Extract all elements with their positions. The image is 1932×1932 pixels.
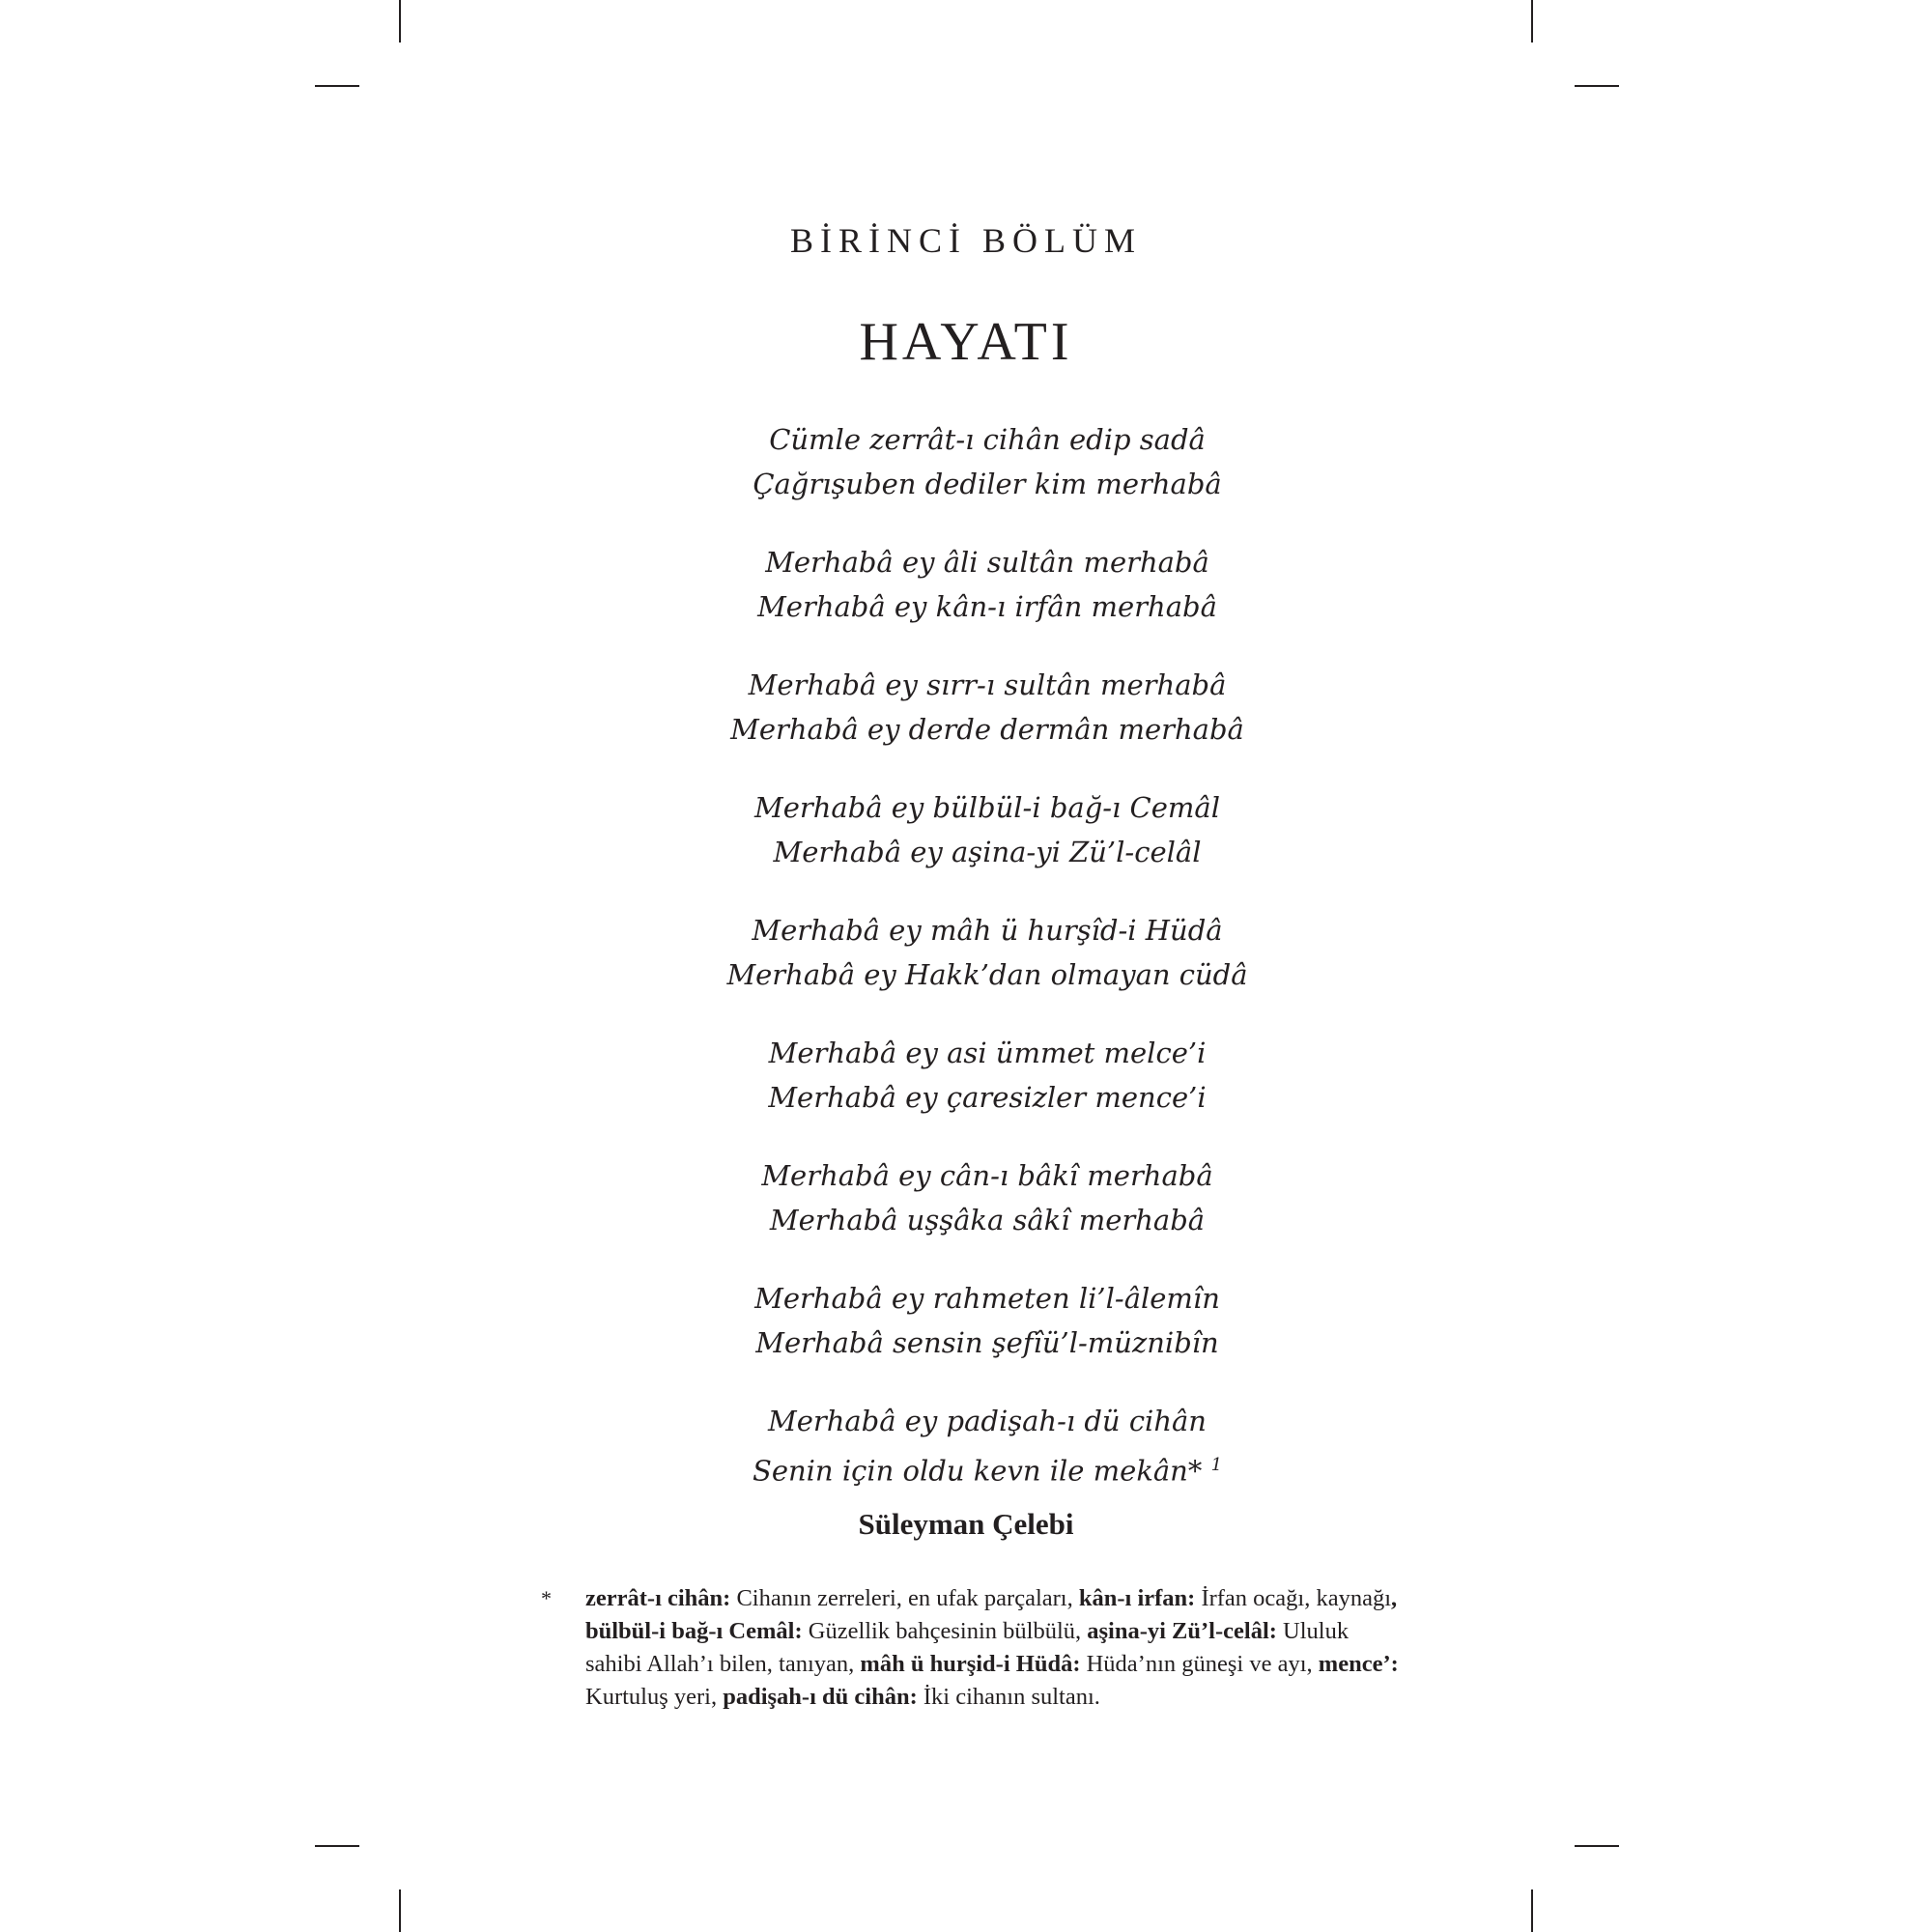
poem-line [0, 1198, 1932, 1242]
poem-line-text: Çağrışuben dediler kim merhabâ [753, 468, 1222, 500]
poem-line [0, 707, 1932, 752]
footnote-term: padişah-ı dü cihân: [723, 1684, 918, 1710]
poem [0, 417, 1932, 1521]
crop-mark-bottom-left-h [315, 1845, 359, 1847]
footnote-marker: * [541, 1586, 552, 1610]
poem-line [0, 1399, 1932, 1443]
footnote-definition: Güzellik bahçesinin bülbülü, [802, 1618, 1088, 1644]
poem-line [0, 1031, 1932, 1075]
poem-line-text: Merhabâ uşşâka sâkî merhabâ [769, 1204, 1206, 1236]
poem-line-text: Merhabâ ey cân-ı bâkî merhabâ [761, 1159, 1213, 1192]
footnote-body [585, 1582, 1401, 1714]
chapter-heading [0, 220, 1932, 261]
poem-author: Süleyman Çelebi [858, 1507, 1074, 1541]
poem-line-text: Merhabâ ey rahmeten li’l-âlemîn [754, 1282, 1220, 1315]
poem-line [0, 908, 1932, 952]
crop-mark-top-right [1531, 0, 1533, 43]
poem-line [0, 830, 1932, 874]
poem-line [0, 1276, 1932, 1321]
poem-line-text: Merhabâ ey Hakk’dan olmayan cüdâ [726, 958, 1248, 991]
poem-line-text: Merhabâ ey çaresizler mence’i [768, 1081, 1207, 1114]
poem-line [0, 663, 1932, 707]
poem-line-text: Cümle zerrât-ı cihân edip sadâ [769, 423, 1206, 456]
poem-line [0, 952, 1932, 997]
poem-stanza [0, 1153, 1932, 1242]
poem-line [0, 462, 1932, 506]
poem-line [0, 1443, 1932, 1488]
crop-mark-top-left [399, 0, 401, 43]
poem-line [0, 1153, 1932, 1198]
poem-line-text: Merhabâ ey kân-ı irfân merhabâ [757, 590, 1217, 623]
crop-mark-top-left-h [315, 85, 359, 87]
poem-line-text: Merhabâ ey padişah-ı dü cihân [768, 1405, 1207, 1437]
footnote-definition: Ululuk sahibi Allah’ı bilen, tanıyan, [585, 1618, 1350, 1677]
footnote-term: aşina-yi Zü’l-celâl: [1087, 1618, 1277, 1644]
poem-stanza [0, 540, 1932, 629]
poem-stanza [0, 663, 1932, 752]
footnote-term: mence’: [1318, 1651, 1399, 1677]
poem-line-text: Senin için oldu kevn ile mekân* [752, 1454, 1203, 1488]
poem-line [0, 1321, 1932, 1365]
poem-line [0, 584, 1932, 629]
poem-line-text: Merhabâ ey aşina-yi Zü’l-celâl [773, 836, 1202, 868]
poem-stanza [0, 1276, 1932, 1365]
poem-line [0, 417, 1932, 462]
footnote-definition: Kurtuluş yeri, [585, 1684, 724, 1710]
footnote-definition: İki cihanın sultanı. [917, 1684, 1100, 1710]
footnote-definition: Hüda’nın güneşi ve ayı, [1080, 1651, 1319, 1677]
footnote-term: kân-ı irfan: [1078, 1585, 1196, 1611]
poem-stanza [0, 1031, 1932, 1120]
poem-line-text: Merhabâ ey asi ümmet melce’i [768, 1037, 1207, 1069]
footnote [541, 1582, 1401, 1714]
poem-line [0, 1075, 1932, 1120]
poem-line-text: Merhabâ ey âli sultân merhabâ [765, 546, 1209, 579]
poem-stanza [0, 908, 1932, 997]
footnote-term: zerrât-ı cihân: [585, 1585, 731, 1611]
poem-stanza [0, 1399, 1932, 1488]
footnote-term: , bülbül-i bağ-ı Cemâl: [585, 1585, 1398, 1644]
page-title: HAYATI [859, 312, 1073, 372]
footnote-term: mâh ü hurşid-i Hüdâ: [860, 1651, 1081, 1677]
poem-stanza [0, 417, 1932, 506]
crop-mark-bottom-right-h [1575, 1845, 1619, 1847]
poem-stanza [0, 785, 1932, 874]
poem-line-text: Merhabâ sensin şefîü’l-müznibîn [755, 1326, 1219, 1359]
poem-line-text: Merhabâ ey sırr-ı sultân merhabâ [748, 668, 1227, 701]
poem-line-text: Merhabâ ey derde dermân merhabâ [730, 713, 1244, 746]
poem-line [0, 785, 1932, 830]
footnote-definition: İrfan ocağı, kaynağı [1195, 1585, 1392, 1611]
chapter-heading-text: BİRİNCİ BÖLÜM [789, 221, 1142, 260]
footnote-reference: 1 [1210, 1455, 1223, 1475]
poem-line-text: Merhabâ ey mâh ü hurşîd-i Hüdâ [752, 914, 1223, 947]
crop-mark-bottom-right [1531, 1889, 1533, 1932]
crop-mark-bottom-left [399, 1889, 401, 1932]
poem-line-text: Merhabâ ey bülbül-i bağ-ı Cemâl [754, 791, 1220, 824]
crop-mark-top-right-h [1575, 85, 1619, 87]
poem-line [0, 540, 1932, 584]
footnote-definition: Cihanın zerreleri, en ufak parçaları, [730, 1585, 1079, 1611]
